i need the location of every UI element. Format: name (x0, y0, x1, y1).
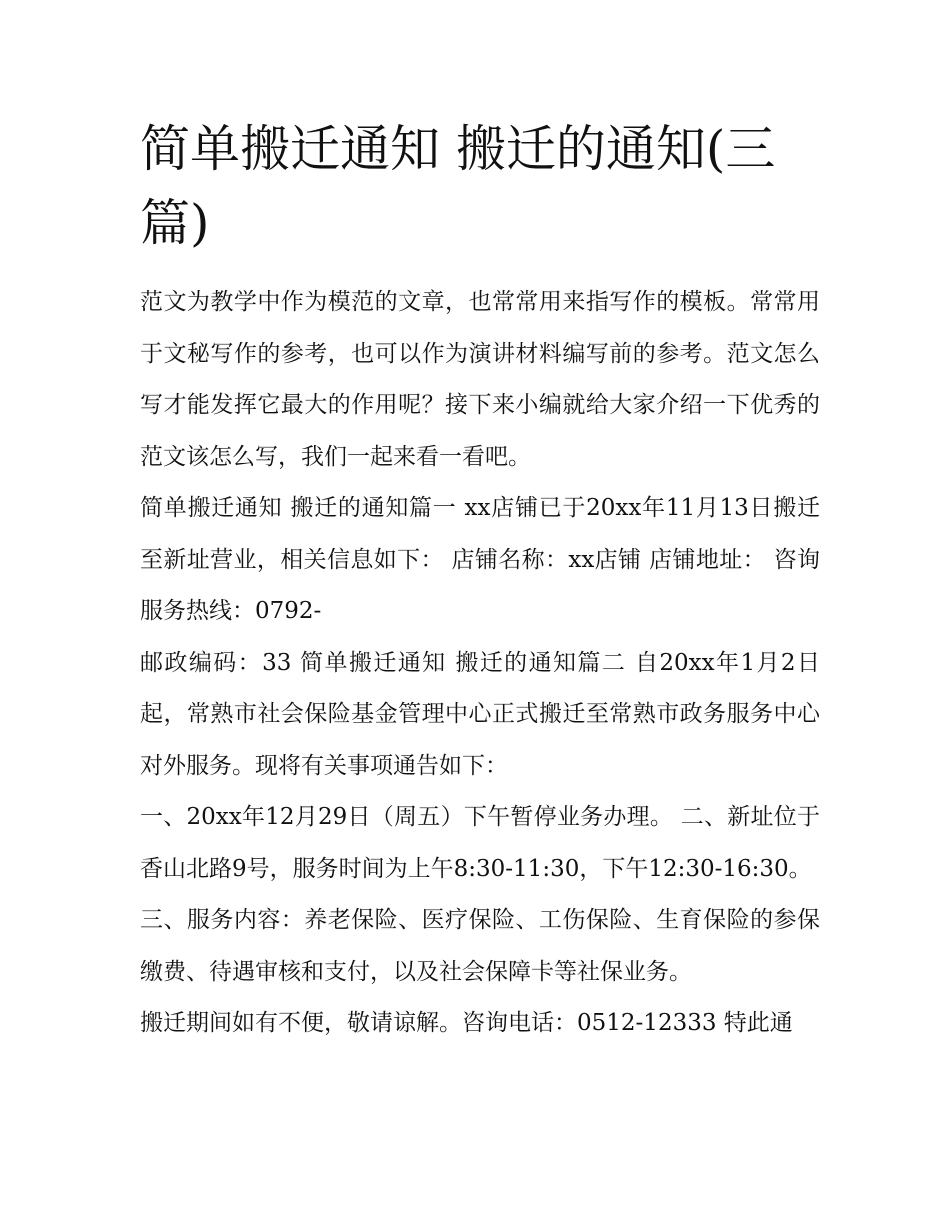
document-body (140, 277, 820, 1050)
paragraph-intro: 范文为教学中作为模范的文章，也常常用来指写作的模板。常常用于文秘写作的参考，也可以作为演讲材料编写前的参考。范文怎么写才能发挥它最大的作用呢？接下来小编就给大家介绍一下优秀的范文该怎么写，我们一起来看一看吧。 (140, 289, 820, 470)
document-title: 简单搬迁通知 搬迁的通知(三篇) (140, 120, 776, 252)
paragraph-notice-two: 邮政编码：33 简单搬迁通知 搬迁的通知篇二 自20xx年1月2日起，常熟市社会保险基金管理中心正式搬迁至常熟市政务服务中心对外服务。现将有关事项通告如下： (140, 649, 820, 779)
paragraph-notice-one: 简单搬迁通知 搬迁的通知篇一 xx店铺已于20xx年11月13日搬迁至新址营业，相关信息如下： 店铺名称：xx店铺 店铺地址： 咨询服务热线：0792- (140, 495, 820, 624)
paragraph-closing: 搬迁期间如有不便，敬请谅解。咨询电话：0512-12333 特此通 (140, 1010, 793, 1036)
paragraph-item-three: 三、服务内容：养老保险、医疗保险、工伤保险、生育保险的参保缴费、待遇审核和支付，以及社会保障卡等社保业务。 (140, 907, 820, 985)
paragraph-item-one-two: 一、20xx年12月29日（周五）下午暂停业务办理。 二、新址位于香山北路9号，服务时间为上午8:30-11:30，下午12:30-16:30。 (140, 804, 820, 882)
